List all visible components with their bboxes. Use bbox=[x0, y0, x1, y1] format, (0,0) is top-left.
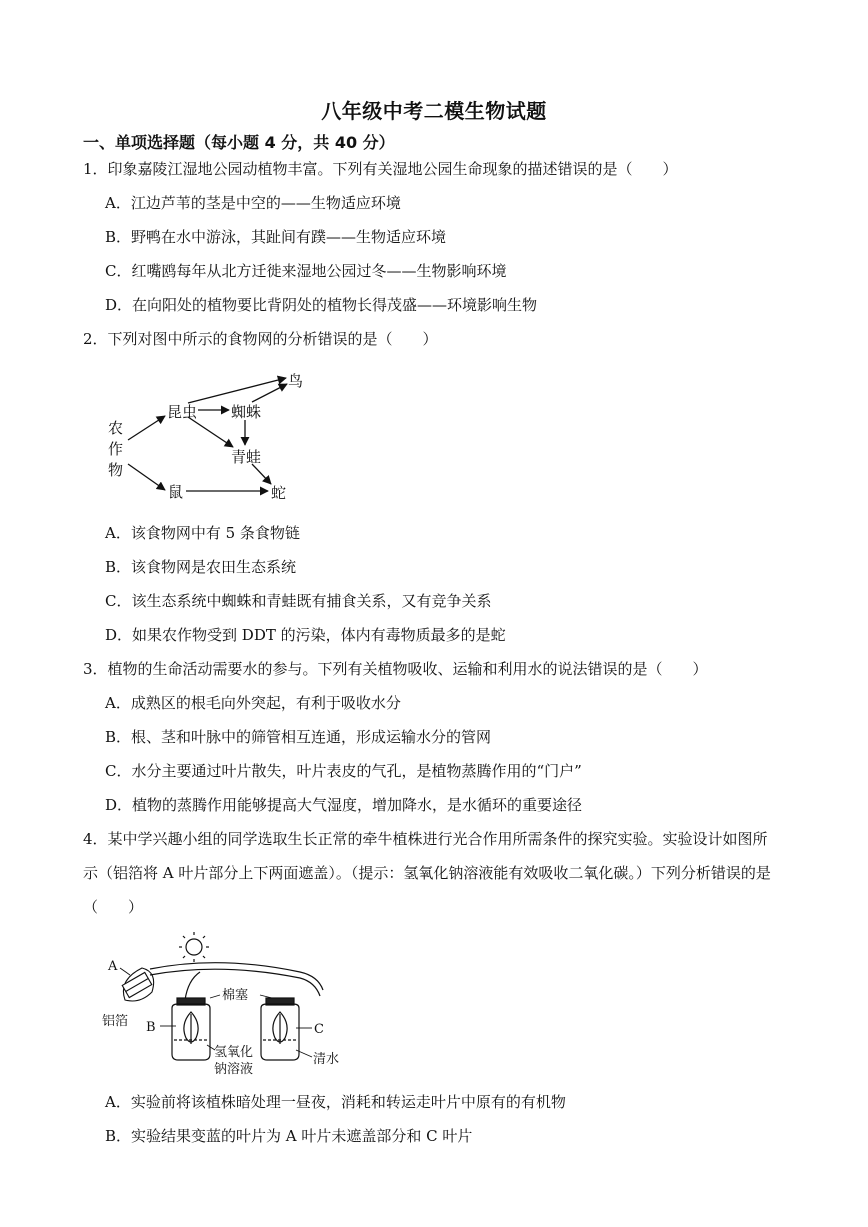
question-1-stem: 1．印象嘉陵江湿地公园动植物丰富。下列有关湿地公园生命现象的描述错误的是（ ） bbox=[83, 160, 678, 178]
plant-stem-upper bbox=[150, 963, 323, 990]
food-web-node-snake: 蛇 bbox=[271, 484, 287, 502]
label-foil: 铝箔 bbox=[102, 1014, 129, 1029]
label-cotton: 棉塞 bbox=[222, 988, 249, 1003]
question-2-option-d: D．如果农作物受到 DDT 的污染，体内有毒物质最多的是蛇 bbox=[105, 626, 506, 644]
arrow-crop-to-insect bbox=[128, 416, 165, 440]
arrow-frog-to-snake bbox=[252, 464, 271, 484]
page-title: 八年级中考二模生物试题 bbox=[321, 99, 547, 123]
question-2-option-a: A．该食物网中有 5 条食物链 bbox=[105, 524, 300, 542]
food-web-producer-char-1: 农 bbox=[108, 419, 124, 437]
question-3-option-a: A．成熟区的根毛向外突起，有利于吸收水分 bbox=[105, 694, 401, 712]
question-3-option-d: D．植物的蒸腾作用能够提高大气湿度，增加降水，是水循环的重要途径 bbox=[105, 796, 583, 814]
stem-to-jar-b bbox=[185, 972, 200, 1000]
question-1-option-c: C．红嘴鸥每年从北方迁徙来湿地公园过冬——生物影响环境 bbox=[105, 262, 507, 280]
question-2-option-b: B．该食物网是农田生态系统 bbox=[105, 558, 297, 576]
food-web-producer-char-3: 物 bbox=[108, 461, 124, 479]
label-water: 清水 bbox=[313, 1052, 340, 1067]
question-4-stem-line-2: 示（铝箔将 A 叶片部分上下两面遮盖）。（提示：氢氧化钠溶液能有效吸收二氧化碳。）下列分析错误的是 bbox=[83, 864, 771, 882]
question-4-option-a: A．实验前将该植株暗处理一昼夜，消耗和转运走叶片中原有的有机物 bbox=[105, 1093, 566, 1111]
food-web-node-frog: 青蛙 bbox=[231, 448, 262, 466]
label-a: A bbox=[108, 959, 118, 974]
arrow-spider-to-bird bbox=[252, 384, 287, 402]
question-3-option-c: C．水分主要通过叶片散失，叶片表皮的气孔，是植物蒸腾作用的“门户” bbox=[105, 762, 582, 780]
question-1-option-a: A．江边芦苇的茎是中空的——生物适应环境 bbox=[105, 194, 401, 212]
question-3-stem: 3．植物的生命活动需要水的参与。下列有关植物吸收、运输和利用水的说法错误的是（ ） bbox=[83, 660, 708, 678]
question-4-stem-line-3: （ ） bbox=[83, 898, 144, 916]
question-3-option-b: B．根、茎和叶脉中的筛管相互连通，形成运输水分的管网 bbox=[105, 728, 492, 746]
food-web-producer-char-2: 作 bbox=[108, 440, 124, 458]
question-4-stem-line-1: 4．某中学兴趣小组的同学选取生长正常的牵牛植株进行光合作用所需条件的探究实验。实验设计如图所 bbox=[83, 830, 768, 848]
section-heading: 一、单项选择题（每小题 4 分，共 40 分） bbox=[83, 133, 395, 152]
arrow-insect-to-bird bbox=[188, 378, 286, 403]
question-4-option-b: B．实验结果变蓝的叶片为 A 叶片未遮盖部分和 C 叶片 bbox=[105, 1127, 473, 1145]
label-b: B bbox=[146, 1020, 156, 1035]
question-2-option-c: C．该生态系统中蜘蛛和青蛙既有捕食关系，又有竞争关系 bbox=[105, 592, 492, 610]
label-naoh-line-1: 氢氧化 bbox=[214, 1045, 254, 1060]
food-web-node-spider: 蜘蛛 bbox=[231, 403, 262, 421]
food-web-node-bird: 鸟 bbox=[288, 372, 304, 390]
label-naoh-line-2: 钠溶液 bbox=[214, 1062, 254, 1077]
label-c: C bbox=[314, 1022, 324, 1037]
jar-b bbox=[172, 998, 210, 1060]
food-web-node-mouse: 鼠 bbox=[168, 483, 184, 501]
food-web-node-insect: 昆虫 bbox=[167, 403, 198, 421]
question-2-stem: 2．下列对图中所示的食物网的分析错误的是（ ） bbox=[83, 330, 438, 348]
question-1-option-d: D．在向阳处的植物要比背阴处的植物长得茂盛——环境影响生物 bbox=[105, 296, 538, 314]
question-1-option-b: B．野鸭在水中游泳，其趾间有蹼——生物适应环境 bbox=[105, 228, 447, 246]
arrow-crop-to-mouse bbox=[128, 464, 165, 490]
leaf-a-with-foil bbox=[122, 968, 153, 1001]
arrow-insect-to-frog bbox=[188, 417, 233, 447]
sun-icon bbox=[179, 932, 209, 962]
plant-stem bbox=[150, 969, 320, 996]
jar-c bbox=[261, 998, 299, 1060]
